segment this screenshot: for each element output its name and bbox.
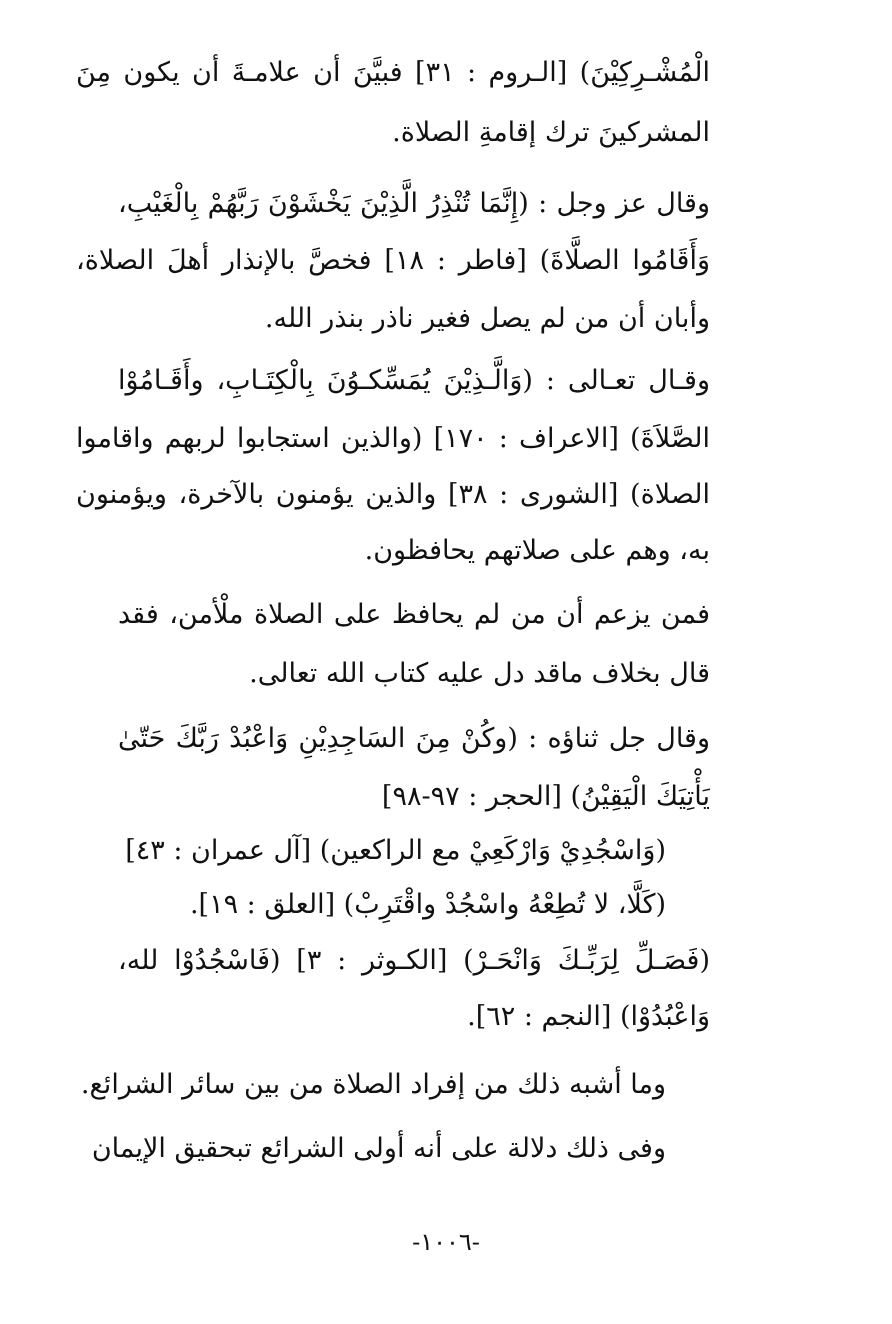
text-line: وفى ذلك دلالة على أنه أولى الشرائع تبحقيق الإيمان <box>91 1133 666 1164</box>
text-line: يَأْتِيَكَ الْيَقِيْنُ) [الحجر : ٩٧-٩٨] <box>381 781 710 812</box>
text-line: وقال جل ثناؤه : (وكُنْ مِنَ السَاجِدِيْنِ وَاعْبُدْ رَبَّكَ حَتّىٰ <box>118 723 710 754</box>
text-line: الْمُشْـرِكِيْنَ) [الـروم : ٣١] فبيَّنَ أن علامـةَ أن يكون مِنَ <box>76 57 710 88</box>
text-line: (كَلَّا، لا تُطِعْهُ واسْجُدْ واقْتَرِبْ) [العلق : ١٩]. <box>189 889 666 920</box>
text-line: وَأَقَامُوا الصلَّاةَ) [فاطر : ١٨] فخصَّ بالإنذار أهلَ الصلاة، <box>76 245 710 276</box>
text-line: (فَصَـلِّ لِرَبِّـكَ وَانْحَـرْ) [الكـوثر : ٣] (فَاسْجُدُوْا لله، <box>118 945 710 976</box>
text-line: (وَاسْجُدِيْ وَارْكَعِيْ مع الراكعين) [آل عمران : ٤٣] <box>125 835 666 866</box>
text-line: به، وهم على صلاتهم يحافظون. <box>364 535 710 566</box>
text-line: وقال عز وجل : (إِنَّمَا تُنْذِرُ الَّذِيْنَ يَخْشَوْنَ رَبَّهُمْ بِالْغَيْبِ، <box>118 188 710 219</box>
text-line: وَاعْبُدُوْا) [النجم : ٦٢]. <box>467 1001 710 1032</box>
text-line: الصَّلاَةَ) [الاعراف : ١٧٠] (والذين استجابوا لربهم واقاموا <box>76 423 710 454</box>
text-line: وأبان أن من لم يصل فغير ناذر بنذر الله. <box>264 303 710 334</box>
text-line: المشركينَ ترك إقامةِ الصلاة. <box>392 117 710 148</box>
text-line: الصلاة) [الشورى : ٣٨] والذين يؤمنون بالآخرة، ويؤمنون <box>76 479 710 510</box>
text-line: وقـال تعـالى : (وَالَّـذِيْنَ يُمَسِّكـوُنَ بِالْكِتَـابِ، وأَقَـامُوْا <box>118 365 710 396</box>
text-line: فمن يزعم أن من لم يحافظ على الصلاة ملْأمن، فقد <box>118 599 710 630</box>
text-line: وما أشبه ذلك من إفراد الصلاة من بين سائر الشرائع. <box>80 1069 666 1100</box>
page-number: -١٠٠٦- <box>412 1228 480 1256</box>
text-line: قال بخلاف ماقد دل عليه كتاب الله تعالى. <box>249 658 710 689</box>
